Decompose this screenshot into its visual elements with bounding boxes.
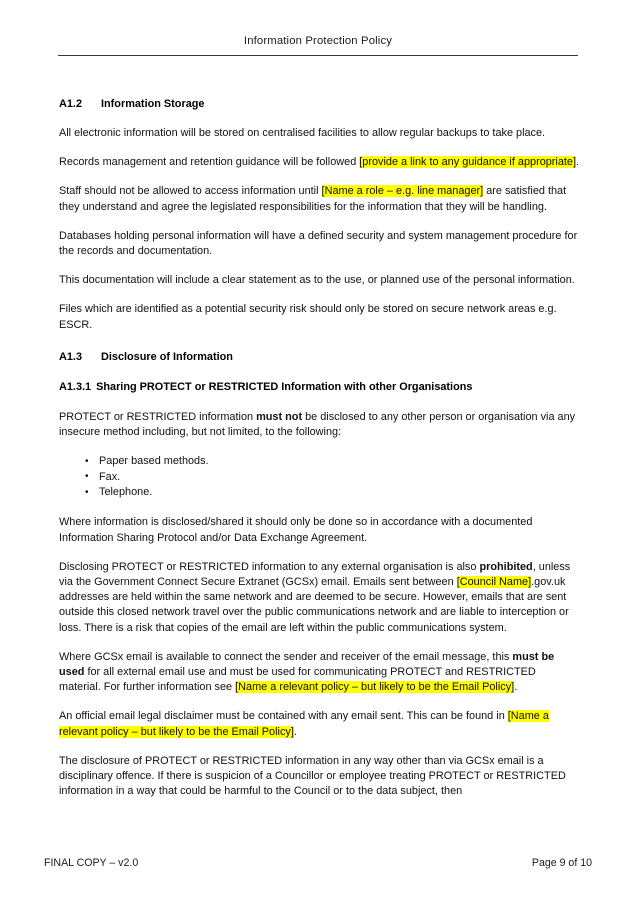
gcsx-must-be-used-bold: must be used — [59, 650, 555, 679]
header-title: Information Protection Policy — [243, 35, 393, 47]
heading-a1-2-title: Information Storage — [101, 98, 205, 110]
paragraph-files-risk-text: Files which are identified as a potential security risk should only be stored on secure network areas e.g. ESCR. — [59, 303, 557, 331]
disclosing-text-after: .gov.uk addresses are held within the same network and are deemed to be secure. However, emails that are sent outside this closed network travel over the public communications network and are liable to interception or loss. There is a risk that copies of the email are left within the public communications system. — [59, 576, 569, 634]
records-text-before: Records management and retention guidance will be followed — [59, 156, 360, 169]
council-name-placeholder-highlight: [Council Name] — [456, 576, 532, 589]
list-item-label: Telephone. — [99, 486, 153, 499]
list-item — [59, 485, 580, 500]
footer-page-number: Page 9 of 10 — [531, 857, 592, 869]
heading-a1-3-1 — [59, 380, 580, 395]
paragraph-databases-text: Databases holding personal information will have a defined security and system management procedure for the records and documentation. — [59, 229, 578, 258]
paragraph-email-disclaimer — [59, 709, 580, 739]
disclosure-must-not-bold: must not — [256, 410, 303, 423]
disclaimer-text-after: . — [293, 725, 297, 738]
list-item — [59, 454, 580, 469]
gcsx-text-middle: for all external email use and must be used for communicating PROTECT and RESTRICTED material. For further information see — [59, 666, 536, 694]
records-placeholder-highlight: [provide a link to any guidance if appropriate] — [359, 156, 577, 169]
records-text-after: . — [576, 156, 580, 169]
list-item — [59, 470, 580, 485]
header-divider — [58, 55, 578, 56]
heading-a1-3-1-title: Sharing PROTECT or RESTRICTED Information with other Organisations — [96, 380, 473, 393]
paragraph-staff-access — [59, 184, 580, 214]
paragraph-storage — [59, 126, 580, 141]
document-body — [59, 97, 580, 800]
paragraph-records-management — [59, 155, 580, 170]
list-item-label: Paper based methods. — [99, 455, 209, 468]
paragraph-disciplinary-offence-text: The disclosure of PROTECT or RESTRICTED information in any way other than via GCSx email is a disciplinary offence. If there is suspicion of a Councillor or employee treating PROTECT or RESTRICTED information in a way that could be harmful to the Council or to the data subject, then — [59, 754, 566, 798]
heading-a1-3-title: Disclosure of Information — [101, 350, 233, 363]
disclosing-prohibited-bold: prohibited — [479, 560, 533, 573]
document-header — [58, 34, 578, 56]
disclaimer-text-before: An official email legal disclaimer must be contained with any email sent. This can be found in — [59, 710, 508, 723]
document-footer — [44, 857, 592, 869]
gcsx-text-after: . — [514, 681, 518, 694]
gcsx-text-before: Where GCSx email is available to connect the sender and receiver of the email message, this — [59, 650, 513, 663]
paragraph-databases — [59, 229, 580, 259]
disclosure-text-after: be disclosed to any other person or organisation via any insecure method including, but not limited, to the following: — [59, 410, 576, 439]
footer-version: FINAL COPY – v2.0 — [44, 857, 139, 869]
disclosing-text-middle: , unless via the Government Connect Secure Extranet (GCSx) email. Emails sent between — [59, 560, 571, 589]
heading-a1-2-number: A1.2 — [59, 98, 83, 110]
paragraph-storage-text: All electronic information will be stored on centralised facilities to allow regular backups to take place. — [59, 127, 546, 139]
paragraph-disclosure-intro — [59, 410, 580, 440]
paragraph-where-disclosed — [59, 515, 580, 545]
gcsx-policy-placeholder-highlight: [Name a relevant policy – but likely to be the Email Policy] — [235, 681, 515, 694]
insecure-methods-list — [59, 454, 580, 500]
paragraph-documentation-text: This documentation will include a clear statement as to the use, or planned use of the personal information. — [59, 274, 575, 287]
paragraph-files-risk — [59, 302, 580, 332]
heading-a1-3-number: A1.3 — [59, 350, 83, 363]
disclaimer-policy-placeholder-highlight: [Name a relevant policy – but likely to be the Email Policy] — [59, 710, 549, 738]
disclosing-text-before: Disclosing PROTECT or RESTRICTED information to any external organisation is also — [59, 560, 480, 573]
staff-text-before: Staff should not be allowed to access information until — [59, 185, 322, 198]
list-item-label: Fax. — [99, 470, 121, 483]
heading-a1-3-1-number: A1.3.1 — [59, 380, 92, 393]
heading-a1-2 — [59, 97, 580, 112]
heading-a1-3 — [59, 350, 580, 365]
paragraph-disclosing-external — [59, 560, 580, 636]
staff-role-placeholder-highlight: [Name a role – e.g. line manager] — [321, 185, 484, 198]
paragraph-documentation — [59, 273, 580, 288]
staff-text-after: are satisfied that they understand and agree the legislated responsibilities for the information that they will be handling. — [59, 185, 567, 213]
paragraph-where-disclosed-text: Where information is disclosed/shared it should only be done so in accordance with a documented Information Sharing Protocol and/or Data Exchange Agreement. — [59, 516, 533, 544]
paragraph-gcsx-usage — [59, 650, 580, 696]
disclosure-text-before: PROTECT or RESTRICTED information — [59, 410, 257, 423]
paragraph-disciplinary-offence — [59, 754, 580, 800]
